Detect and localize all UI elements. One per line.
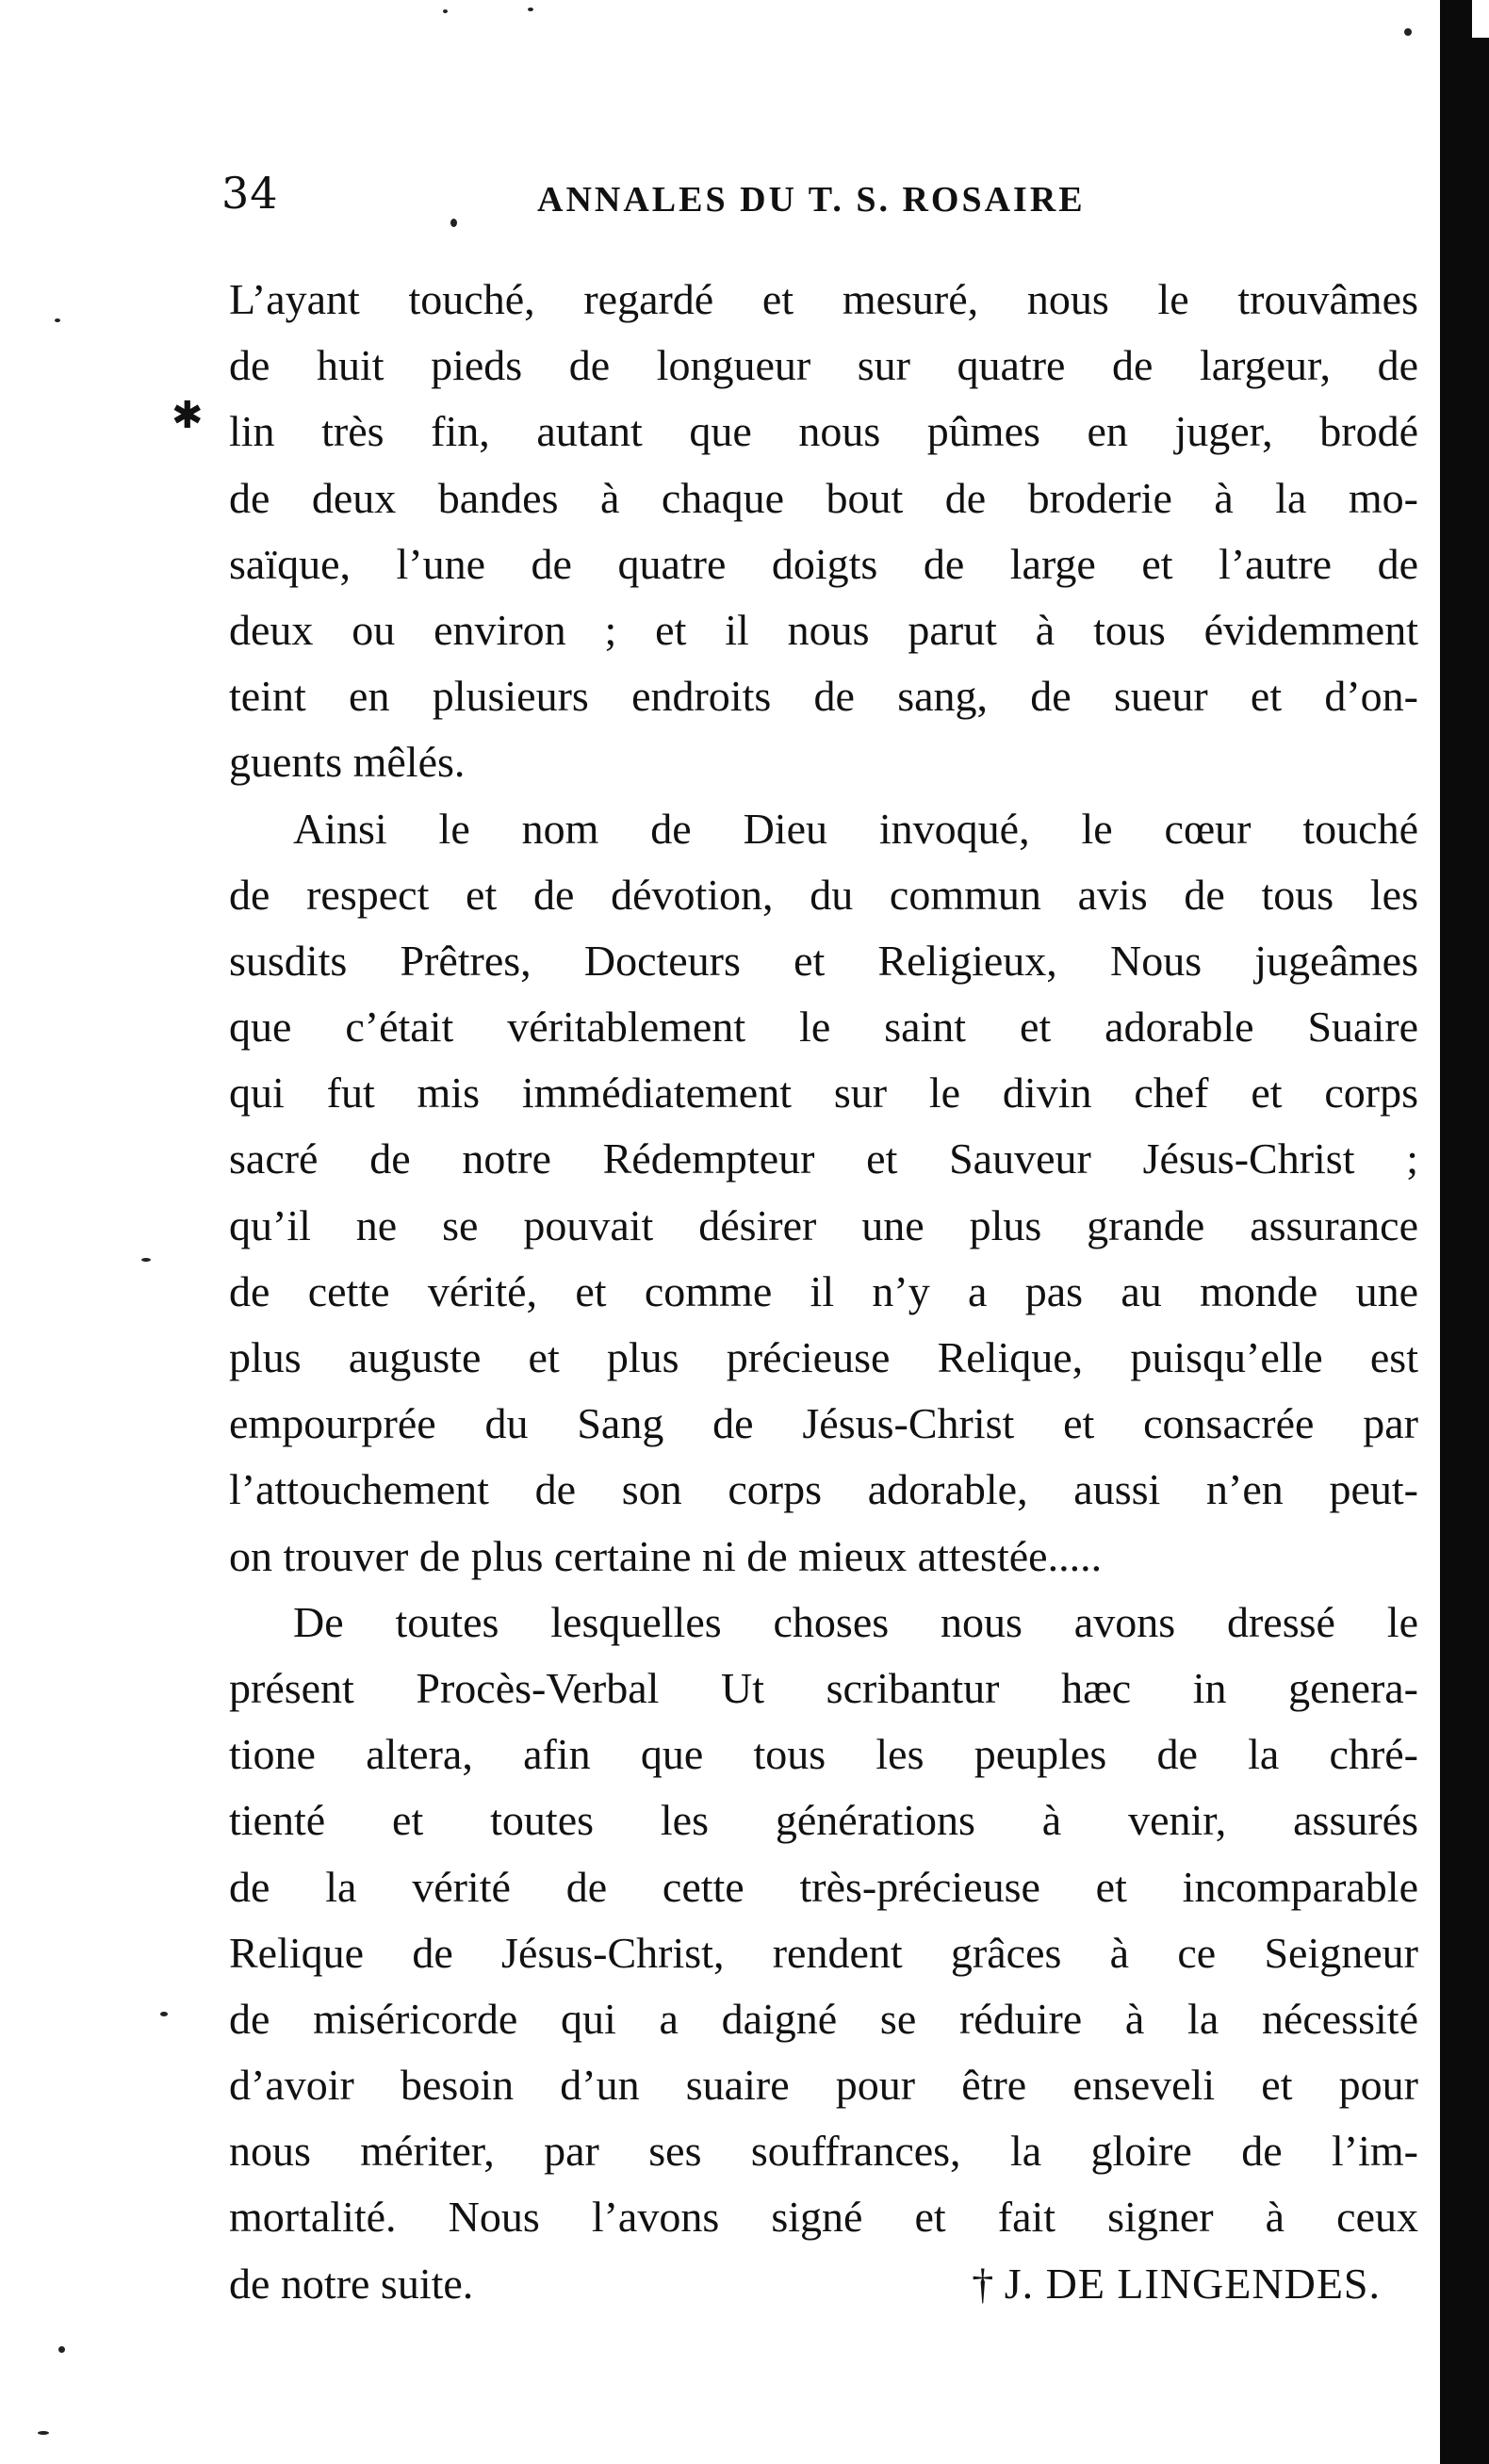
- text-line: Ainsi le nom de Dieu invoqué, le cœur touché: [293, 804, 1418, 853]
- scan-edge-shadow: [1440, 38, 1489, 2464]
- text-line: teint en plusieurs endroits de sang, de sueur et d’on-: [229, 672, 1418, 721]
- running-head: ANNALES DU T. S. ROSAIRE: [537, 180, 1086, 220]
- scan-speck: [38, 2431, 49, 2435]
- text-line: de deux bandes à chaque bout de broderie à la mo-: [229, 473, 1418, 522]
- text-line: De toutes lesquelles choses nous avons dressé le: [293, 1597, 1418, 1646]
- text-line: lin très fin, autant que nous pûmes en juger, brodé: [229, 407, 1418, 456]
- scan-speck: [141, 1258, 151, 1262]
- text-line: présent Procès-Verbal Ut scribantur hæc in genera-: [229, 1663, 1418, 1712]
- scan-speck: [443, 9, 448, 13]
- text-line: d’avoir besoin d’un suaire pour être enseveli et pour: [229, 2061, 1418, 2110]
- signature-block: [972, 2251, 1381, 2317]
- text-line: qu’il ne se pouvait désirer une plus grande assurance: [229, 1200, 1418, 1249]
- text-line: de respect et de dévotion, du commun avis de tous les: [229, 870, 1418, 919]
- text-line: de la vérité de cette très-précieuse et incomparable: [229, 1862, 1418, 1911]
- scan-speck: [58, 2346, 65, 2353]
- scan-speck: [1404, 28, 1412, 36]
- margin-fleuron-icon: ✱: [172, 394, 204, 437]
- text-line: susdits Prêtres, Docteurs et Religieux, Nous jugeâmes: [229, 936, 1418, 985]
- scan-speck: [55, 318, 60, 322]
- signature-name: J. DE LINGENDES.: [1004, 2259, 1381, 2308]
- text-line: mortalité. Nous l’avons signé et fait signer à ceux: [229, 2193, 1418, 2242]
- page-header: [221, 168, 1414, 224]
- text-line: empourprée du Sang de Jésus-Christ et consacrée par: [229, 1399, 1418, 1448]
- text-line: l’attouchement de son corps adorable, aussi n’en peut-: [229, 1465, 1418, 1514]
- text-line: qui fut mis immédiatement sur le divin chef et corps: [229, 1069, 1418, 1118]
- text-line: Relique de Jésus-Christ, rendent grâces à ce Seigneur: [229, 1928, 1418, 1977]
- text-line: plus auguste et plus précieuse Relique, puisqu’elle est: [229, 1333, 1418, 1381]
- scan-speck: [160, 2012, 168, 2016]
- text-line: deux ou environ ; et il nous parut à tous évidemment: [229, 605, 1418, 654]
- text-line: que c’était véritablement le saint et adorable Suaire: [229, 1003, 1418, 1052]
- text-line: saïque, l’une de quatre doigts de large et l’autre de: [229, 539, 1418, 588]
- text-line: tienté et toutes les générations à venir, assurés: [229, 1796, 1418, 1845]
- text-line: nous mériter, par ses souffrances, la gloire de l’im-: [229, 2127, 1418, 2176]
- text-line: on trouver de plus certaine ni de mieux attestée.....: [229, 1531, 1103, 1580]
- paragraph-1: [229, 267, 1418, 796]
- closing-line: [229, 2251, 1418, 2317]
- body-text: [229, 267, 1418, 2317]
- paragraph-2: [229, 796, 1418, 1590]
- scan-speck: [528, 8, 533, 11]
- text-line: sacré de notre Rédempteur et Sauveur Jésus-Christ ;: [229, 1134, 1418, 1183]
- text-line: de cette vérité, et comme il n’y a pas au monde une: [229, 1266, 1418, 1315]
- text-line: guents mêlés.: [229, 738, 466, 787]
- text-line: de miséricorde qui a daigné se réduire à la nécessité: [229, 1994, 1418, 2043]
- text-line: tione altera, afin que tous les peuples de la chré-: [229, 1730, 1418, 1779]
- closing-text: de notre suite.: [229, 2259, 474, 2308]
- text-line: L’ayant touché, regardé et mesuré, nous le trouvâmes: [229, 275, 1418, 323]
- text-line: de huit pieds de longueur sur quatre de largeur, de: [229, 341, 1418, 390]
- page-number: 34: [221, 168, 279, 219]
- paragraph-3: [229, 1590, 1418, 2251]
- cross-icon: †: [972, 2259, 994, 2308]
